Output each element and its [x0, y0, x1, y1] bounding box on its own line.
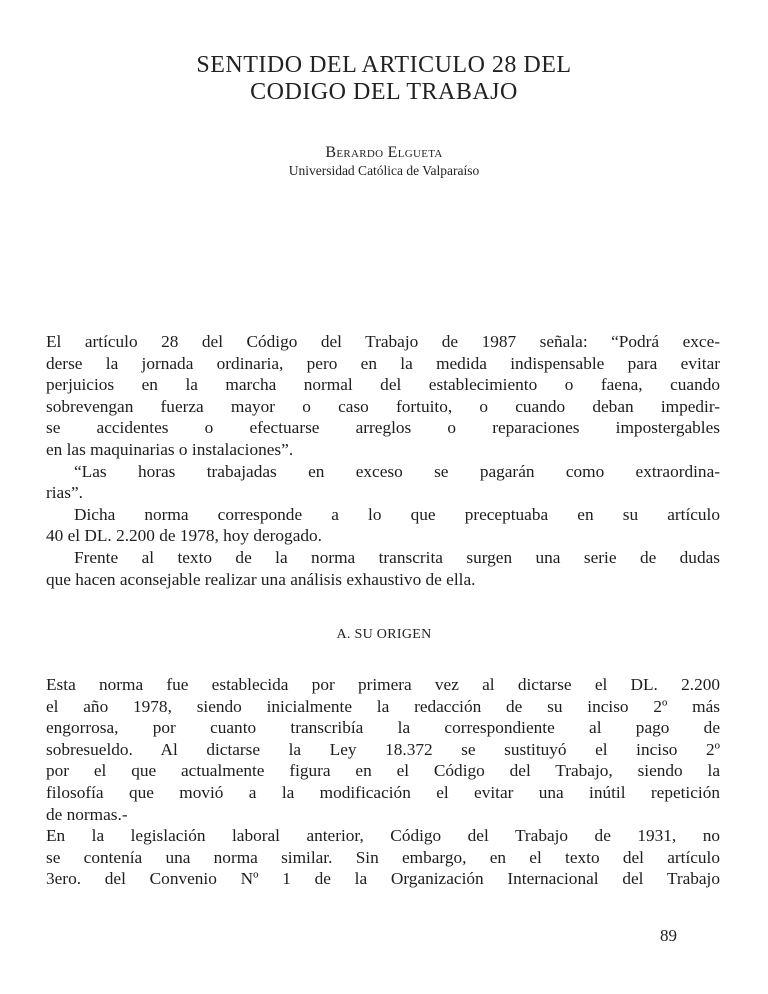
text-line: 40 el DL. 2.200 de 1978, hoy derogado.	[46, 526, 322, 546]
text-line: rias”.	[46, 483, 83, 503]
text-line: de normas.-	[46, 804, 128, 824]
section-a-paragraphs	[46, 674, 720, 890]
text-line: el año 1978, siendo inicialmente la redacción de su inciso 2º más	[46, 696, 720, 716]
text-line: filosofía que movió a la modificación el evitar una inútil repetición	[46, 782, 720, 802]
text-line: engorrosa, por cuanto transcribía la correspondiente al pago de	[46, 718, 720, 738]
page-number: 89	[660, 926, 677, 945]
article-title	[0, 52, 768, 106]
text-line: Dicha norma corresponde a lo que preceptuaba en su artículo	[74, 504, 720, 524]
text-line: que hacen aconsejable realizar una análisis exhaustivo de ella.	[46, 569, 476, 589]
author-name: Berardo Elgueta	[325, 144, 443, 161]
text-line: “Las horas trabajadas en exceso se pagarán como extraordina-	[74, 461, 720, 481]
text-line: en las maquinarias o instalaciones”.	[46, 439, 294, 459]
text-line: En la legislación laboral anterior, Código del Trabajo de 1931, no	[46, 826, 720, 846]
text-line: perjuicios en la marcha normal del establecimiento o faena, cuando	[46, 375, 720, 395]
text-line: Esta norma fue establecida por primera vez al dictarse el DL. 2.200	[46, 675, 720, 694]
text-line: El artículo 28 del Código del Trabajo de 1987 señala: “Podrá exce-	[46, 332, 720, 351]
text-line: se contenía una norma similar. Sin embargo, en el texto del artículo	[46, 847, 720, 867]
text-line: por el que actualmente figura en el Código del Trabajo, siendo la	[46, 761, 720, 781]
text-line: se accidentes o efectuarse arreglos o reparaciones impostergables	[46, 418, 720, 438]
text-line: sobresueldo. Al dictarse la Ley 18.372 se sustituyó el inciso 2º	[46, 739, 720, 759]
text-line: 3ero. del Convenio Nº 1 de la Organización Internacional del Trabajo	[46, 869, 720, 889]
intro-paragraphs	[46, 331, 720, 590]
author-affiliation: Universidad Católica de Valparaíso	[288, 163, 480, 178]
title-line-2: CODIGO DEL TRABAJO	[250, 79, 518, 105]
text-line: Frente al texto de la norma transcrita surgen una serie de dudas	[74, 547, 720, 567]
title-line-1: SENTIDO DEL ARTICULO 28 DEL	[196, 52, 572, 78]
text-line: sobrevengan fuerza mayor o caso fortuito, o cuando deban impedir-	[46, 396, 720, 416]
section-heading: A. SU ORIGEN	[336, 627, 432, 642]
text-line: derse la jornada ordinaria, pero en la medida indispensable para evitar	[46, 353, 720, 373]
